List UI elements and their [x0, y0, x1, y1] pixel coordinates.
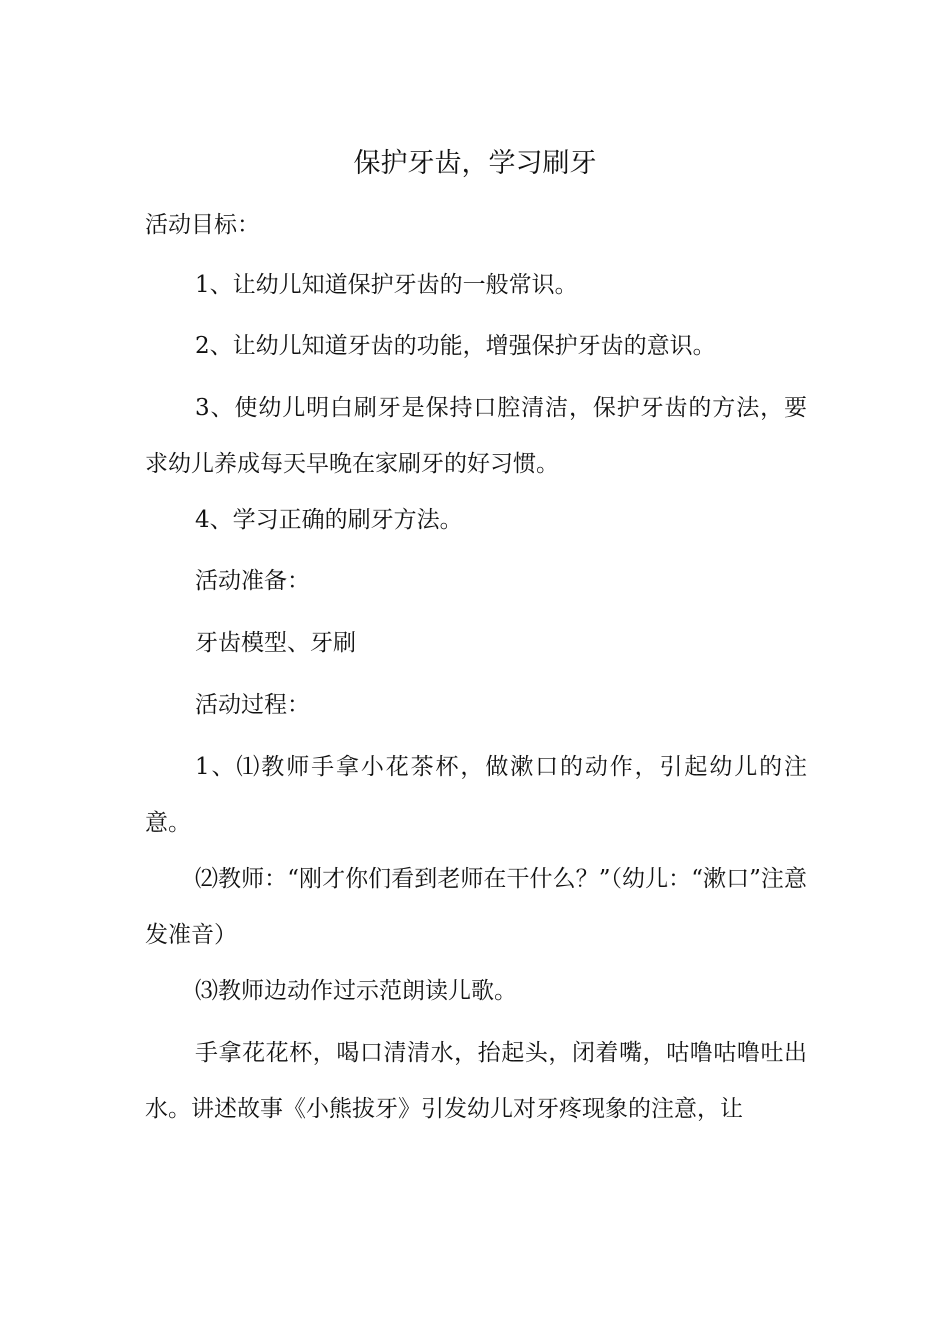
goal-item-3: 3、使幼儿明白刷牙是保持口腔清洁，保护牙齿的方法，要求幼儿养成每天早晚在家刷牙的好习惯。: [145, 395, 807, 477]
goal-item-2: 2、让幼儿知道牙齿的功能，增强保护牙齿的意识。: [195, 333, 716, 359]
rhyme-and-story: 手拿花花杯，喝口清清水，抬起头，闭着嘴，咕噜咕噜吐出水。讲述故事《小熊拔牙》引发幼儿对牙疼现象的注意，让: [145, 1040, 807, 1122]
goal-item-1: 1、让幼儿知道保护牙齿的一般常识。: [195, 272, 578, 298]
document-title: 保护牙齿，学习刷牙: [353, 148, 597, 179]
goal-item-4: 4、学习正确的刷牙方法。: [195, 507, 463, 533]
process-step-3: ⑶教师边动作过示范朗读儿歌。: [195, 978, 517, 1004]
process-step-2: ⑵教师：“刚才你们看到老师在干什么？”（幼儿：“漱口”注意发准音）: [145, 866, 807, 948]
process-step-1: 1、⑴教师手拿小花茶杯，做漱口的动作，引起幼儿的注意。: [145, 754, 807, 836]
process-heading: 活动过程：: [195, 692, 310, 718]
goals-heading: 活动目标：: [145, 212, 260, 238]
prep-items: 牙齿模型、牙刷: [195, 630, 356, 656]
prep-heading: 活动准备：: [195, 568, 310, 594]
